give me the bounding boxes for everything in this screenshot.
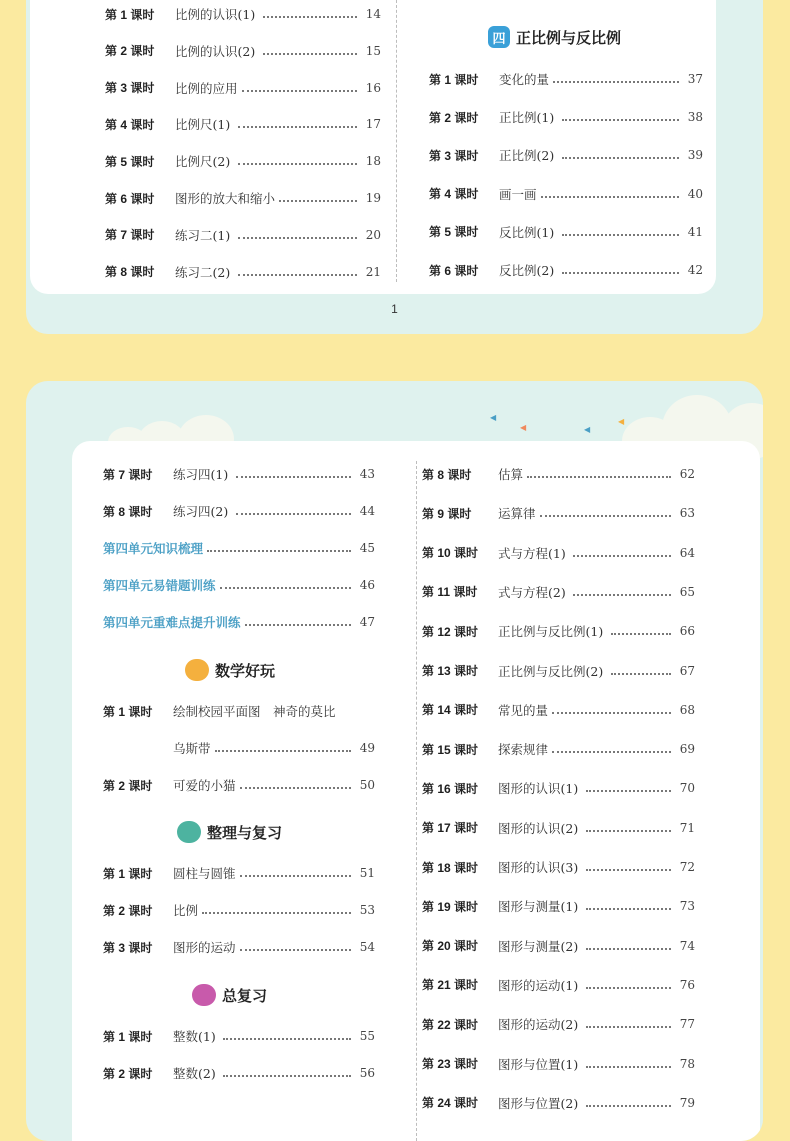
page-number: 16	[365, 80, 381, 95]
unit-heading	[488, 26, 621, 48]
page-number: 64	[679, 545, 695, 560]
paper-plane-icon: ◀	[618, 417, 625, 426]
toc-row[interactable]	[103, 775, 378, 795]
page-number: 56	[359, 1066, 375, 1080]
leader-dots	[527, 475, 671, 478]
lesson-title: 圆柱与圆锥	[173, 866, 236, 881]
leader-dots	[562, 233, 680, 236]
page-number: 21	[365, 264, 381, 279]
toc-row[interactable]	[105, 188, 385, 208]
lesson-label: 第 6 课时	[429, 263, 479, 278]
lesson-label: 第 5 课时	[105, 154, 155, 169]
section-blob-icon	[185, 659, 209, 681]
leader-dots	[541, 195, 680, 198]
lesson-title: 估算	[498, 467, 524, 482]
toc-row[interactable]	[103, 937, 378, 957]
toc-row[interactable]	[105, 78, 385, 98]
toc-row[interactable]	[422, 1054, 712, 1074]
lesson-title: 图形的认识(2)	[498, 820, 579, 836]
leader-dots	[202, 911, 351, 914]
toc-row[interactable]	[422, 1093, 712, 1113]
lesson-title: 反比例(2)	[499, 263, 555, 278]
page-number: 70	[679, 781, 695, 796]
section-heading	[177, 821, 282, 843]
toc-row[interactable]	[105, 41, 385, 61]
lesson-label: 第 17 课时	[422, 821, 479, 836]
lesson-title: 整数(2)	[173, 1066, 216, 1081]
page-number: 17	[365, 117, 381, 132]
leader-dots	[223, 1074, 351, 1077]
lesson-label: 第 24 课时	[422, 1096, 479, 1111]
page-number: 43	[359, 467, 375, 481]
lesson-title: 常见的量	[498, 702, 549, 718]
lesson-title: 图形的运动	[173, 940, 236, 955]
lesson-title: 图形的运动(1)	[498, 977, 579, 993]
lesson-label: 第 1 课时	[105, 7, 155, 22]
lesson-title: 练习二(1)	[175, 227, 231, 243]
lesson-label: 第 11 课时	[422, 585, 478, 600]
lesson-title: 练习二(2)	[175, 264, 231, 280]
lesson-label: 第 19 课时	[422, 899, 479, 914]
section-heading	[192, 984, 267, 1006]
leader-dots	[220, 586, 352, 589]
toc-row[interactable]	[422, 896, 712, 916]
paper-plane-icon: ◀	[584, 425, 591, 434]
leader-dots	[540, 514, 672, 517]
lesson-title: 比例尺(1)	[175, 117, 231, 133]
lesson-title: 正比例(1)	[499, 110, 555, 126]
leader-dots	[562, 271, 680, 274]
toc-row[interactable]	[422, 582, 712, 602]
leader-dots	[573, 593, 671, 596]
toc-row[interactable]	[422, 700, 712, 720]
page-number: 42	[687, 263, 703, 277]
leader-dots	[240, 786, 352, 789]
leader-dots	[238, 162, 358, 165]
lesson-title: 第四单元易错题训练	[103, 579, 216, 593]
lesson-title: 正比例与反比例(1)	[498, 624, 604, 640]
page-number: 1	[391, 302, 398, 316]
page-number: 72	[679, 860, 695, 874]
page-number: 62	[679, 467, 695, 481]
leader-dots	[562, 156, 680, 159]
lesson-title: 图形的运动(2)	[498, 1017, 579, 1033]
lesson-label: 第 21 课时	[422, 978, 479, 993]
lesson-label: 第 8 课时	[103, 504, 153, 519]
page-number: 66	[679, 624, 695, 639]
lesson-label: 第 2 课时	[105, 44, 155, 59]
lesson-title: 绘制校园平面图 神奇的莫比	[173, 704, 336, 719]
leader-dots	[245, 623, 352, 626]
toc-row[interactable]	[103, 1063, 378, 1083]
lesson-title: 运算律	[498, 506, 536, 522]
page-number: 53	[359, 903, 375, 917]
toc-row[interactable]	[105, 151, 385, 171]
lesson-label: 第 10 课时	[422, 546, 479, 561]
page-number: 76	[679, 977, 695, 992]
lesson-title: 练习四(1)	[173, 467, 229, 482]
lesson-label: 第 3 课时	[103, 940, 153, 955]
leader-dots	[238, 273, 358, 276]
lesson-label: 第 3 课时	[105, 81, 155, 96]
lesson-title: 比例的认识(1)	[175, 7, 256, 22]
toc-row[interactable]	[429, 260, 709, 280]
toc-row[interactable]	[103, 612, 378, 632]
lesson-title: 第四单元重难点提升训练	[103, 616, 241, 630]
page-number: 74	[679, 938, 695, 953]
lesson-label: 第 23 课时	[422, 1057, 479, 1071]
page-number: 54	[359, 940, 375, 954]
toc-panel-top	[30, 0, 716, 294]
lesson-title: 画一画	[499, 186, 537, 202]
toc-row[interactable]	[429, 69, 709, 89]
page-number: 20	[365, 227, 381, 242]
lesson-label: 第 3 课时	[429, 148, 479, 163]
unit-title: 正比例与反比例	[516, 29, 622, 47]
lesson-label: 第 14 课时	[422, 703, 479, 718]
lesson-label: 第 2 课时	[429, 110, 479, 125]
lesson-label: 第 7 课时	[103, 467, 153, 482]
page-number: 50	[359, 778, 375, 792]
lesson-label: 第 8 课时	[422, 467, 472, 482]
toc-row[interactable]	[105, 262, 385, 282]
toc-row[interactable]	[422, 503, 712, 523]
leader-dots	[611, 632, 672, 635]
page-number: 47	[359, 615, 375, 629]
leader-dots	[263, 15, 358, 18]
toc-row[interactable]	[422, 857, 712, 877]
page-number: 40	[687, 186, 703, 201]
lesson-label: 第 16 课时	[422, 781, 479, 796]
section-title: 总复习	[222, 987, 268, 1005]
leader-dots	[586, 947, 672, 950]
toc-row[interactable]	[103, 1026, 378, 1046]
lesson-label: 第 9 课时	[422, 506, 472, 521]
lesson-title: 比例	[173, 903, 199, 918]
lesson-title: 变化的量	[499, 72, 550, 87]
toc-row[interactable]	[103, 701, 378, 721]
lesson-title: 比例尺(2)	[175, 154, 231, 170]
toc-row[interactable]	[103, 464, 378, 484]
lesson-title: 图形与测量(2)	[498, 938, 579, 954]
lesson-label: 第 18 课时	[422, 860, 479, 875]
lesson-label: 第 22 课时	[422, 1017, 479, 1032]
leader-dots	[240, 874, 352, 877]
toc-row[interactable]	[422, 464, 712, 484]
lesson-title: 练习四(2)	[173, 504, 229, 519]
lesson-label: 第 15 课时	[422, 742, 479, 757]
page-number: 14	[365, 7, 381, 21]
toc-row[interactable]	[103, 738, 378, 758]
toc-row[interactable]	[422, 818, 712, 838]
page-number: 51	[359, 866, 375, 880]
lesson-label: 第 12 课时	[422, 624, 479, 639]
leader-dots	[279, 199, 357, 202]
lesson-title: 整数(1)	[173, 1029, 216, 1044]
lesson-label: 第 1 课时	[103, 704, 153, 719]
toc-row[interactable]	[429, 222, 709, 242]
toc-row[interactable]	[103, 538, 378, 558]
leader-dots	[552, 711, 671, 714]
column-divider	[396, 0, 397, 282]
lesson-title: 图形与位置(2)	[498, 1095, 579, 1111]
lesson-title: 式与方程(1)	[498, 545, 566, 561]
leader-dots	[263, 52, 358, 55]
page-number: 49	[359, 741, 375, 755]
page-number: 46	[359, 578, 375, 592]
toc-card-bottom	[26, 381, 763, 1141]
section-title: 数学好玩	[215, 662, 276, 680]
lesson-label: 第 1 课时	[429, 72, 479, 87]
lesson-label: 第 2 课时	[103, 903, 153, 918]
lesson-title: 图形的放大和缩小	[175, 191, 276, 206]
toc-row[interactable]	[103, 863, 378, 883]
leader-dots	[586, 1025, 672, 1028]
leader-dots	[242, 89, 358, 92]
page-number: 65	[679, 584, 695, 599]
toc-panel-bottom	[72, 441, 760, 1141]
lesson-title: 正比例(2)	[499, 148, 555, 164]
page-number: 19	[365, 191, 381, 205]
page-number: 38	[687, 110, 703, 125]
toc-row[interactable]	[103, 575, 378, 595]
lesson-title: 图形与位置(1)	[498, 1056, 579, 1072]
paper-plane-icon: ◀	[490, 413, 497, 422]
page-number: 39	[687, 148, 703, 163]
leader-dots	[553, 80, 679, 83]
lesson-label: 第 8 课时	[105, 265, 155, 280]
lesson-title: 比例的认识(2)	[175, 43, 256, 59]
lesson-label: 第 4 课时	[429, 187, 479, 202]
page-number: 67	[679, 663, 695, 678]
section-title: 整理与复习	[207, 824, 283, 842]
toc-row[interactable]	[422, 975, 712, 995]
page-number: 41	[687, 224, 703, 239]
page-number: 45	[359, 541, 375, 555]
lesson-title: 乌斯带	[173, 741, 211, 756]
toc-row[interactable]	[105, 4, 385, 24]
lesson-title: 图形与测量(1)	[498, 899, 579, 915]
page-number: 78	[679, 1056, 695, 1071]
column-divider	[416, 461, 417, 1141]
page-number: 37	[687, 72, 703, 86]
leader-dots	[215, 749, 352, 752]
lesson-label: 第 4 课时	[105, 117, 155, 132]
leader-dots	[586, 868, 672, 871]
lesson-label: 第 2 课时	[103, 1066, 153, 1081]
leader-dots	[586, 1104, 672, 1107]
leader-dots	[586, 986, 672, 989]
toc-row[interactable]	[422, 778, 712, 798]
page-number: 68	[679, 702, 695, 717]
leader-dots	[240, 948, 352, 951]
leader-dots	[562, 118, 680, 121]
toc-row[interactable]	[429, 107, 709, 127]
toc-card-top	[26, 0, 763, 334]
leader-dots	[223, 1037, 351, 1040]
page-number: 18	[365, 154, 381, 169]
toc-row[interactable]	[422, 936, 712, 956]
lesson-title: 正比例与反比例(2)	[498, 663, 604, 679]
toc-row[interactable]	[103, 900, 378, 920]
leader-dots	[586, 907, 672, 910]
leader-dots	[238, 236, 358, 239]
leader-dots	[238, 125, 358, 128]
toc-row[interactable]	[422, 543, 712, 563]
lesson-label: 第 1 课时	[103, 866, 153, 881]
leader-dots	[207, 549, 351, 552]
toc-row[interactable]	[105, 225, 385, 245]
page-number: 55	[359, 1029, 375, 1043]
section-blob-icon	[192, 984, 216, 1006]
leader-dots	[552, 750, 671, 753]
toc-row[interactable]	[103, 501, 378, 521]
lesson-label: 第 7 课时	[105, 228, 155, 243]
lesson-title: 图形的认识(3)	[498, 860, 579, 875]
toc-row[interactable]	[422, 739, 712, 759]
unit-badge-icon: 四	[488, 26, 510, 48]
toc-row[interactable]	[422, 621, 712, 641]
lesson-title: 图形的认识(1)	[498, 781, 579, 797]
lesson-label: 第 20 课时	[422, 939, 479, 954]
page-number: 79	[679, 1095, 695, 1110]
lesson-title: 可爱的小猫	[173, 778, 236, 793]
leader-dots	[573, 554, 671, 557]
page-number: 69	[679, 742, 695, 757]
paper-plane-icon: ◀	[520, 423, 527, 432]
page-number: 77	[679, 1017, 695, 1032]
page-number: 15	[365, 43, 381, 58]
lesson-label: 第 5 课时	[429, 225, 479, 240]
leader-dots	[611, 672, 672, 675]
lesson-title: 探索规律	[498, 742, 549, 758]
lesson-label: 第 2 课时	[103, 778, 153, 793]
toc-row[interactable]	[422, 1014, 712, 1034]
leader-dots	[586, 1065, 672, 1068]
leader-dots	[586, 829, 672, 832]
toc-row[interactable]	[429, 184, 709, 204]
lesson-label: 第 6 课时	[105, 191, 155, 206]
leader-dots	[236, 512, 352, 515]
page-number: 71	[679, 820, 695, 835]
section-heading	[185, 659, 275, 681]
lesson-title: 第四单元知识梳理	[103, 542, 204, 556]
leader-dots	[586, 789, 672, 792]
lesson-title: 反比例(1)	[499, 224, 555, 240]
leader-dots	[236, 475, 352, 478]
lesson-title: 比例的应用	[175, 80, 238, 96]
toc-row[interactable]	[422, 661, 712, 681]
section-blob-icon	[177, 821, 201, 843]
page-number: 63	[679, 506, 695, 521]
toc-row[interactable]	[429, 145, 709, 165]
toc-row[interactable]	[105, 114, 385, 134]
lesson-label: 第 1 课时	[103, 1029, 153, 1044]
lesson-label: 第 13 课时	[422, 664, 479, 678]
page-number: 73	[679, 899, 695, 914]
lesson-title: 式与方程(2)	[498, 584, 566, 600]
page-number: 44	[359, 504, 375, 518]
